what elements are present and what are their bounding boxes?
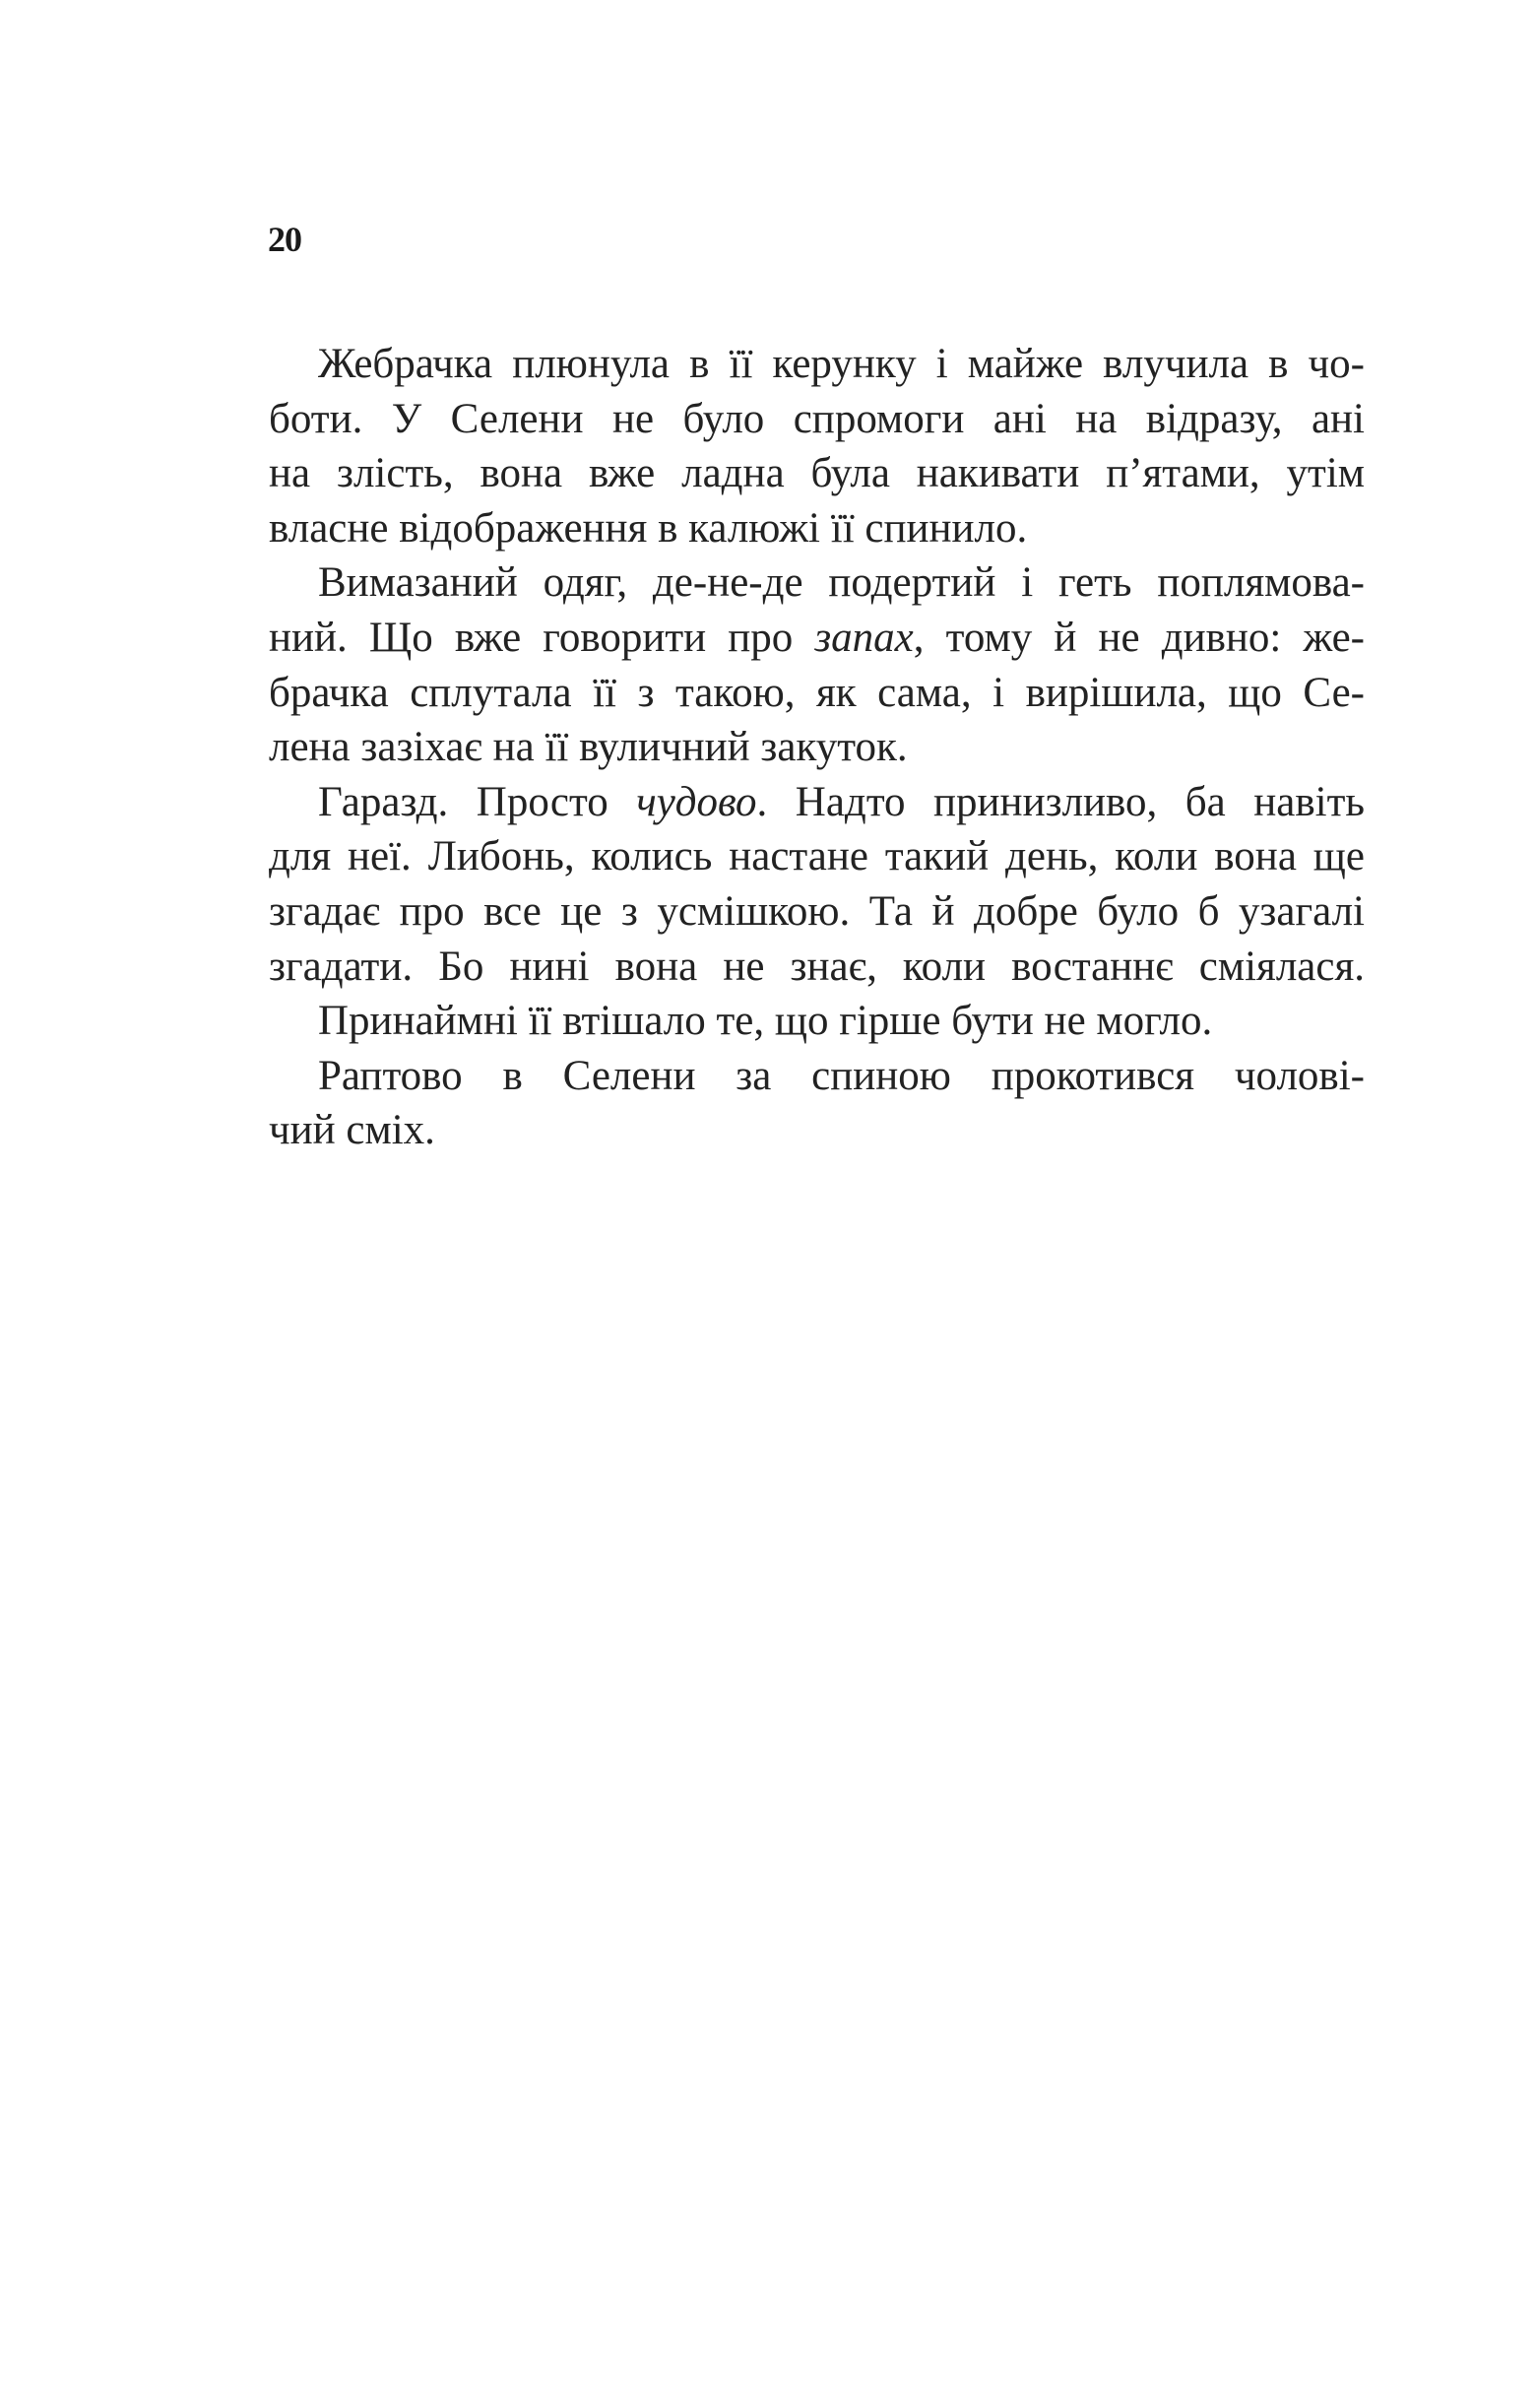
italic-word: чудово: [636, 778, 757, 825]
text-line: на злість, вона вже ладна була накивати п’ятами, утім: [269, 450, 1365, 497]
text-line: Раптово в Селени за спиною прокотився чолові-: [318, 1052, 1365, 1099]
text-line: боти. У Селени не було спромоги ані на відразу, ані: [269, 395, 1365, 442]
page-number: 20: [268, 220, 301, 259]
text-line: лена зазіхає на її вуличний закуток.: [269, 724, 908, 771]
text-line: власне відображення в калюжі її спинило.: [269, 504, 1028, 552]
text-line: для неї. Либонь, колись настане такий день, коли вона ще: [269, 833, 1365, 880]
text-line: брачка сплутала її з такою, як сама, і вирішила, що Се-: [269, 669, 1365, 716]
text-line: згадає про все це з усмішкою. Та й добре було б узагалі: [269, 887, 1365, 935]
text-line: Гаразд. Просто чудово. Надто принизливо, ба навіть: [317, 778, 1365, 825]
text-line: Вимазаний одяг, де-не-де подертий і геть поплямова-: [318, 559, 1365, 607]
italic-word: запах: [814, 614, 914, 661]
text-line: чий сміх.: [269, 1107, 435, 1154]
body-text: [269, 337, 1365, 1158]
text-line: Принаймні її втішало те, що гірше бути не могло.: [318, 998, 1213, 1045]
text-line: Жебрачка плюнула в її керунку і майже влучила в чо-: [318, 341, 1365, 387]
text-line: ний. Що вже говорити про запах, тому й не дивно: же-: [269, 614, 1365, 661]
text-line: згадати. Бо нині вона не знає, коли востаннє сміялася.: [269, 943, 1365, 990]
